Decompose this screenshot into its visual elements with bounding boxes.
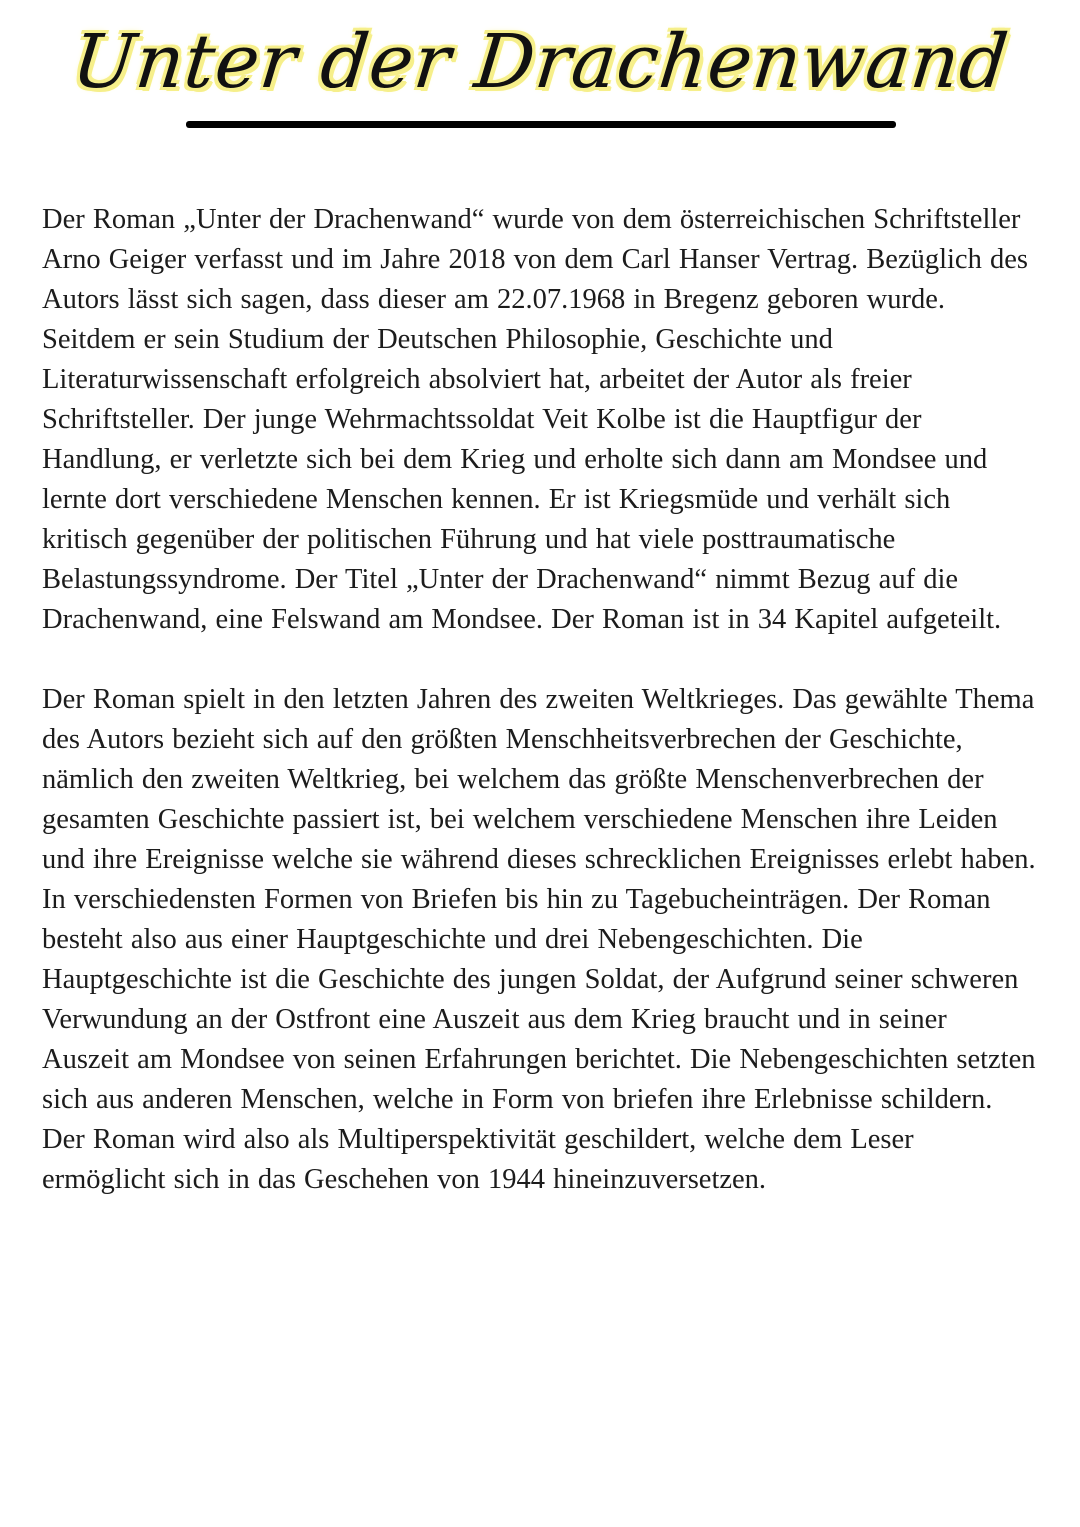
paragraph-plot-structure: Der Roman spielt in den letzten Jahren des zweiten Weltkrieges. Das gewählte Thema des Autors bezieht sich auf den größten Menschheitsverbrechen der Geschichte, nämlich den zweiten Weltkrieg, bei welchem das größte Menschenverbrechen der gesamten Geschichte passiert ist, bei welchem verschiedene Menschen ihre Leiden und ihre Ereignisse welche sie während dieses schrecklichen Ereignisses erlebt haben. In verschiedensten Formen von Briefen bis hin zu Tagebucheinträgen. Der Roman besteht also aus einer Hauptgeschichte und drei Nebengeschichten. Die Hauptgeschichte ist die Geschichte des jungen Soldat, der Aufgrund seiner schweren Verwundung an der Ostfront eine Auszeit aus dem Krieg braucht und in seiner Auszeit am Mondsee von seinen Erfahrungen berichtet. Die Nebengeschichten setzten sich aus anderen Menschen, welche in Form von briefen ihre Erlebnisse schildern. Der Roman wird also als Multiperspektivität geschildert, welche dem Leser ermöglicht sich in das Geschehen von 1944 hineinzuversetzen. xyxy=(42,684,1036,1196)
title-underline-rule xyxy=(186,121,896,128)
title-block xyxy=(42,14,1040,128)
paragraph-introduction: Der Roman „Unter der Drachenwand“ wurde von dem österreichischen Schriftsteller Arno Geiger verfasst und im Jahre 2018 von dem Carl Hanser Vertrag. Bezüglich des Autors lässt sich sagen, dass dieser am 22.07.1968 in Bregenz geboren wurde. Seitdem er sein Studium der Deutschen Philosophie, Geschichte und Literaturwissenschaft erfolgreich absolviert hat, arbeitet der Autor als freier Schriftsteller. Der junge Wehrmachtssoldat Veit Kolbe ist die Hauptfigur der Handlung, er verletzte sich bei dem Krieg und erholte sich dann am Mondsee und lernte dort verschiedene Menschen kennen. Er ist Kriegsmüde und verhält sich kritisch gegenüber der politischen Führung und hat viele posttraumatische Belastungssyndrome. Der Titel „Unter der Drachenwand“ nimmt Bezug auf die Drachenwand, eine Felswand am Mondsee. Der Roman ist in 34 Kapitel aufgeteilt. xyxy=(42,204,1028,636)
essay-body xyxy=(42,200,1040,1200)
page-title: Unter der Drachenwand xyxy=(68,19,1014,105)
